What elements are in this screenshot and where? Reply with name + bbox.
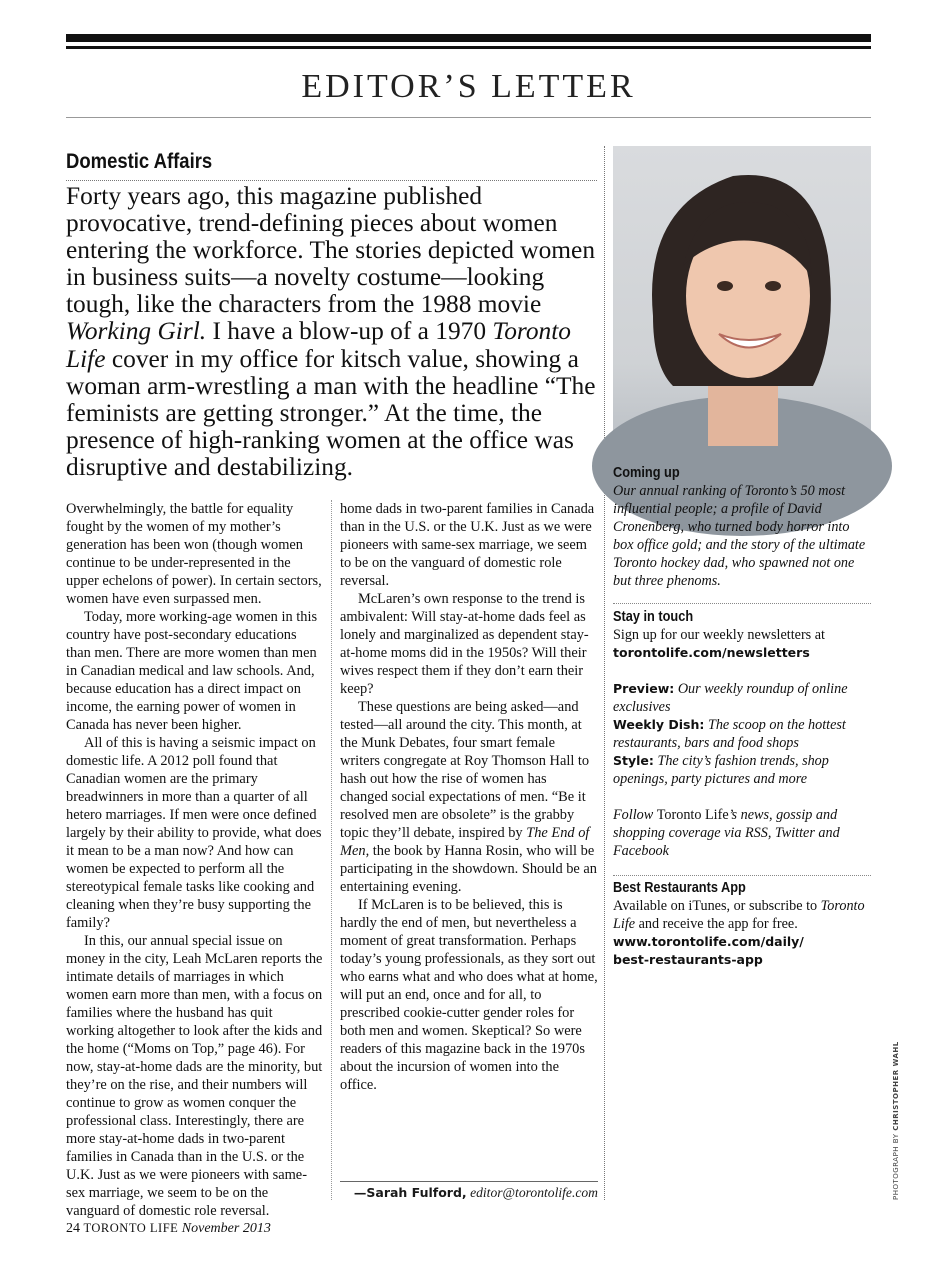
book-title: The End of Men,	[340, 825, 590, 859]
app-link-1[interactable]: www.torontolife.com/daily/	[613, 934, 804, 949]
stay-in-touch-title: Stay in touch	[613, 609, 694, 625]
article-deck: Forty years ago, this magazine published provocative, trend-defining pieces about women entering the workforce. The stories depicted women in business suits—a novelty costume—looking tough, like the characters from the 1988 movie Working Girl. I have a blow-up of a 1970 Toronto Life cover in my office for kitsch value, showing a woman arm-wrestling a man with the headline “The feminists are getting stronger.” At the time, the presence of high-ranking women at the office was disruptive and destabilizing.	[66, 182, 596, 481]
sidebar-rule-2	[613, 875, 871, 876]
portrait-illustration	[613, 146, 871, 456]
body-paragraph-1: Overwhelmingly, the battle for equality fought by the women of my mother’s generation has been won (though women continue to be under-represented in the upper echelons of power). In certain sectors, women have even surpassed men.	[66, 501, 322, 607]
sidebar-rule-1	[613, 603, 871, 604]
follow-text: Follow Toronto Life’s news, gossip and shopping coverage via RSS, Twitter and Facebook	[613, 807, 840, 859]
weekly-dish-item: Weekly Dish: The scoop on the hottest restaurants, bars and food shops	[613, 717, 846, 751]
best-restaurants-title: Best Restaurants App	[613, 880, 746, 896]
top-rule-thick	[66, 34, 871, 42]
headline-rule	[66, 180, 597, 181]
body-paragraph-7: If McLaren is to be believed, this is hardly the end of men, but nevertheless a moment of great transformation. Perhaps today’s young professionals, as they sort out who earns what and who does what at home, will put an end, once and for all, to prescribed cookie-cutter gender roles for both men and women. Skeptical? So were readers of this magazine back in the 1970s about the incursion of women into the office.	[340, 897, 598, 1093]
style-item: Style: The city’s fashion trends, shop openings, party pictures and more	[613, 753, 829, 787]
body-column-1	[66, 500, 324, 1219]
body-paragraph-4: In this, our annual special issue on money in the city, Leah McLaren reports the intimate details of marriages in which women earn more than men, with a focus on families where the husband has quit working altogether to look after the kids and the home (“Moms on Top,” page 46). For now, stay-at-home dads are the minority, but they’re on the rise, and their numbers will continue to grow as women conquer the professional class. Interestingly, there are more stay-at-home dads in two-parent families in Canada than in the U.S. or the U.K. Just as we were pioneers with same-sex marriage, we seem to be on the vanguard of domestic role reversal.	[66, 933, 323, 1219]
column-divider	[604, 146, 605, 1200]
editor-photo	[613, 146, 871, 456]
signature	[340, 1185, 598, 1201]
body-paragraph-4-cont: home dads in two-parent families in Canada than in the U.S. or the U.K. Just as we were pioneers with same-sex marriage, we seem to be on the vanguard of domestic role reversal.	[340, 501, 595, 589]
coming-up-title: Coming up	[613, 465, 680, 481]
editor-name: —Sarah Fulford,	[353, 1185, 467, 1200]
article-headline: Domestic Affairs	[66, 150, 213, 173]
body-paragraph-3: All of this is having a seismic impact on domestic life. A 2012 poll found that Canadian women are the primary breadwinners in more than a quarter of all hetero marriages. If men were once defined largely by their ability to provide, what does it mean to be a man now? And how can women be expected to perform all the stereotypical female tasks like cooking and cleaning when they’re busy supporting the family?	[66, 735, 322, 931]
newsletter-link[interactable]: torontolife.com/newsletters	[613, 645, 810, 660]
stay-in-touch-box	[613, 608, 871, 860]
app-link-2[interactable]: best-restaurants-app	[613, 952, 763, 967]
preview-item: Preview: Our weekly roundup of online exclusives	[613, 681, 848, 715]
section-title: EDITOR’S LETTER	[301, 68, 636, 105]
body-paragraph-5: McLaren’s own response to the trend is ambivalent: Will stay-at-home dads feel as lonely and marginalized as dependent stay-at-home moms did in the 1950s? Will their wives respect them if they don’t earn their keep?	[340, 591, 589, 697]
body-paragraph-6: These questions are being asked—and tested—all around the city. This month, at the Munk Debates, four smart female writers congregate at Roy Thomson Hall to hash out how the rise of women has changed social expectations of men. “Be it resolved men are obsolete” is the grabby topic they’ll debate, inspired by The End of Men, the book by Hanna Rosin, who will be participating in the showdown. Should be an entertaining evening.	[340, 699, 597, 895]
stay-in-touch-text: Sign up for our weekly newsletters at torontolife.com/newsletters	[613, 627, 825, 660]
issue-date: November 2013	[181, 1221, 271, 1236]
editor-email[interactable]: editor@torontolife.com	[470, 1185, 598, 1200]
coming-up-text: Our annual ranking of Toronto’s 50 most influential people; a profile of David Cronenberg, who turned body horror into box office gold; and the story of the ultimate Toronto hockey dad, who spawned not one but three phenoms.	[613, 483, 866, 589]
best-restaurants-box	[613, 879, 871, 969]
publication-name: TORONTO LIFE	[83, 1221, 179, 1235]
page-number: 24	[66, 1221, 80, 1236]
body-column-divider	[331, 500, 332, 1200]
coming-up-box	[613, 464, 871, 590]
title-rule	[66, 117, 871, 118]
signature-rule	[340, 1181, 598, 1182]
movie-title: Working Girl.	[66, 317, 207, 346]
photo-credit: PHOTOGRAPH BY CHRISTOPHER WAHL	[892, 1041, 900, 1200]
best-restaurants-text: Available on iTunes, or subscribe to Toronto Life and receive the app for free.	[613, 898, 865, 932]
body-paragraph-2: Today, more working-age women in this country have post-secondary educations than men. There are more women than men in Canadian medical and law schools. And, because education has a direct impact on income, the earning power of women in Canada has never been higher.	[66, 609, 318, 733]
body-column-2	[340, 500, 598, 1094]
page-footer	[66, 1221, 271, 1237]
top-rule-thin	[66, 46, 871, 49]
magazine-name: Toronto Life	[66, 317, 571, 373]
